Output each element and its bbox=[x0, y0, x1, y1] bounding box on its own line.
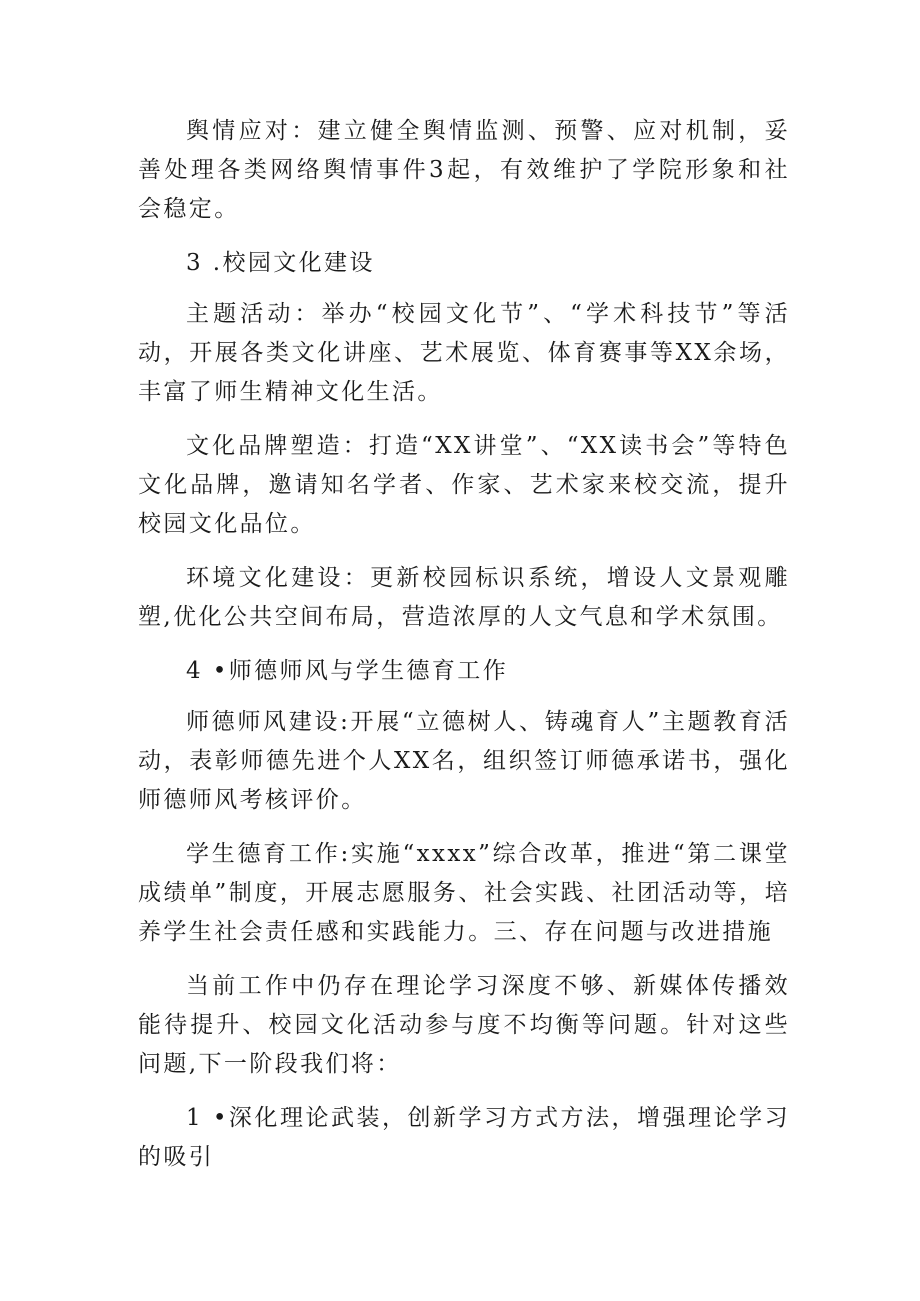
paragraph-environment-culture: 环境文化建设：更新校园标识系统，增设人文景观雕塑,优化公共空间布局，营造浓厚的人文气息和学术氛围。 bbox=[138, 565, 790, 630]
section-heading-teacher-ethics: 4 •师德师风与学生德育工作 bbox=[186, 658, 509, 684]
paragraph-problems: 当前工作中仍存在理论学习深度不够、新媒体传播效能待提升、校园文化活动参与度不均衡等问题。针对这些问题,下一阶段我们将： bbox=[138, 973, 790, 1077]
paragraph-culture-brand: 文化品牌塑造：打造“XX讲堂”、“XX读书会”等特色文化品牌，邀请知名学者、作家、艺术家来校交流，提升校园文化品位。 bbox=[138, 433, 790, 537]
section-heading-campus-culture: 3 .校园文化建设 bbox=[186, 250, 375, 276]
paragraph-measure-1: 1 •深化理论武装，创新学习方式方法，增强理论学习的吸引 bbox=[138, 1105, 790, 1170]
paragraph-public-opinion: 舆情应对：建立健全舆情监测、预警、应对机制，妥善处理各类网络舆情事件3起，有效维护了学院形象和社会稳定。 bbox=[138, 118, 790, 222]
paragraph-theme-activities: 主题活动：举办“校园文化节”、“学术科技节”等活动，开展各类文化讲座、艺术展览、体育赛事等XX余场，丰富了师生精神文化生活。 bbox=[138, 301, 790, 405]
document-body bbox=[138, 112, 790, 1192]
paragraph-student-moral-education: 学生德育工作:实施“xxxx”综合改革，推进“第二课堂成绩单”制度，开展志愿服务、社会实践、社团活动等，培养学生社会责任感和实践能力。三、存在问题与改进措施 bbox=[138, 841, 790, 945]
paragraph-teacher-ethics: 师德师风建设:开展“立德树人、铸魂育人”主题教育活动，表彰师德先进个人XX名，组织签订师德承诺书，强化师德师风考核评价。 bbox=[138, 709, 790, 813]
